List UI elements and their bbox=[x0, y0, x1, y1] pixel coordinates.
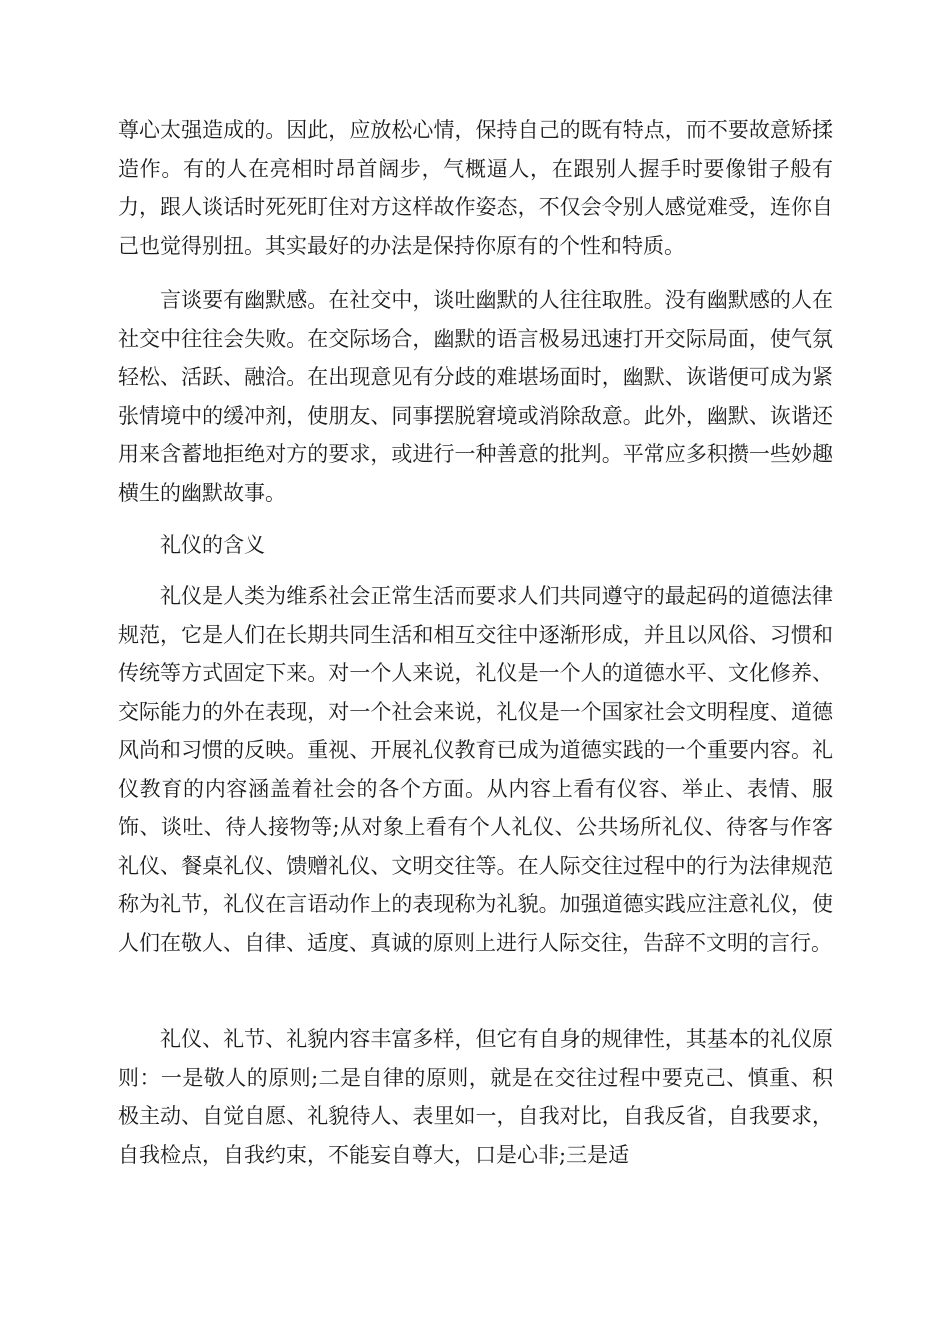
paragraph-humor: 言谈要有幽默感。在社交中，谈吐幽默的人往往取胜。没有幽默感的人在社交中往往会失败。在交际场合，幽默的语言极易迅速打开交际局面，使气氛轻松、活跃、融洽。在出现意见有分歧的难堪场面时，幽默、诙谐便可成为紧张情境中的缓冲剂，使朋友、同事摆脱窘境或消除敌意。此外，幽默、诙谐还用来含蓄地拒绝对方的要求，或进行一种善意的批判。平常应多积攒一些妙趣横生的幽默故事。 bbox=[118, 288, 833, 505]
paragraph-etiquette-principles: 礼仪、礼节、礼貌内容丰富多样，但它有自身的规律性，其基本的礼仪原则：一是敬人的原则;二是自律的原则，就是在交往过程中要克己、慎重、积极主动、自觉自愿、礼貌待人、表里如一，自我对比，自我反省，自我要求，自我检点，自我约束，不能妄自尊大，口是心非;三是适 bbox=[118, 1027, 833, 1167]
paragraph-self-esteem: 尊心太强造成的。因此，应放松心情，保持自己的既有特点，而不要故意矫揉造作。有的人在亮相时昂首阔步，气概逼人，在跟别人握手时要像钳子般有力，跟人谈话时死死盯住对方这样故作姿态，不仅会令别人感觉难受，连你自己也觉得别扭。其实最好的办法是保持你原有的个性和特质。 bbox=[118, 118, 833, 258]
paragraph-etiquette-meaning: 礼仪是人类为维系社会正常生活而要求人们共同遵守的最起码的道德法律规范，它是人们在长期共同生活和相互交往中逐渐形成，并且以风俗、习惯和传统等方式固定下来。对一个人来说，礼仪是一个人的道德水平、文化修养、交际能力的外在表现，对一个社会来说，礼仪是一个国家社会文明程度、道德风尚和习惯的反映。重视、开展礼仪教育已成为道德实践的一个重要内容。礼仪教育的内容涵盖着社会的各个方面。从内容上看有仪容、举止、表情、服饰、谈吐、待人接物等;从对象上看有个人礼仪、公共场所礼仪、待客与作客礼仪、餐桌礼仪、馈赠礼仪、文明交往等。在人际交往过程中的行为法律规范称为礼节，礼仪在言语动作上的表现称为礼貌。加强道德实践应注意礼仪，使人们在敬人、自律、适度、真诚的原则上进行人际交往，告辞不文明的言行。 bbox=[118, 584, 833, 955]
section-heading: 礼仪的含义 bbox=[160, 533, 265, 557]
